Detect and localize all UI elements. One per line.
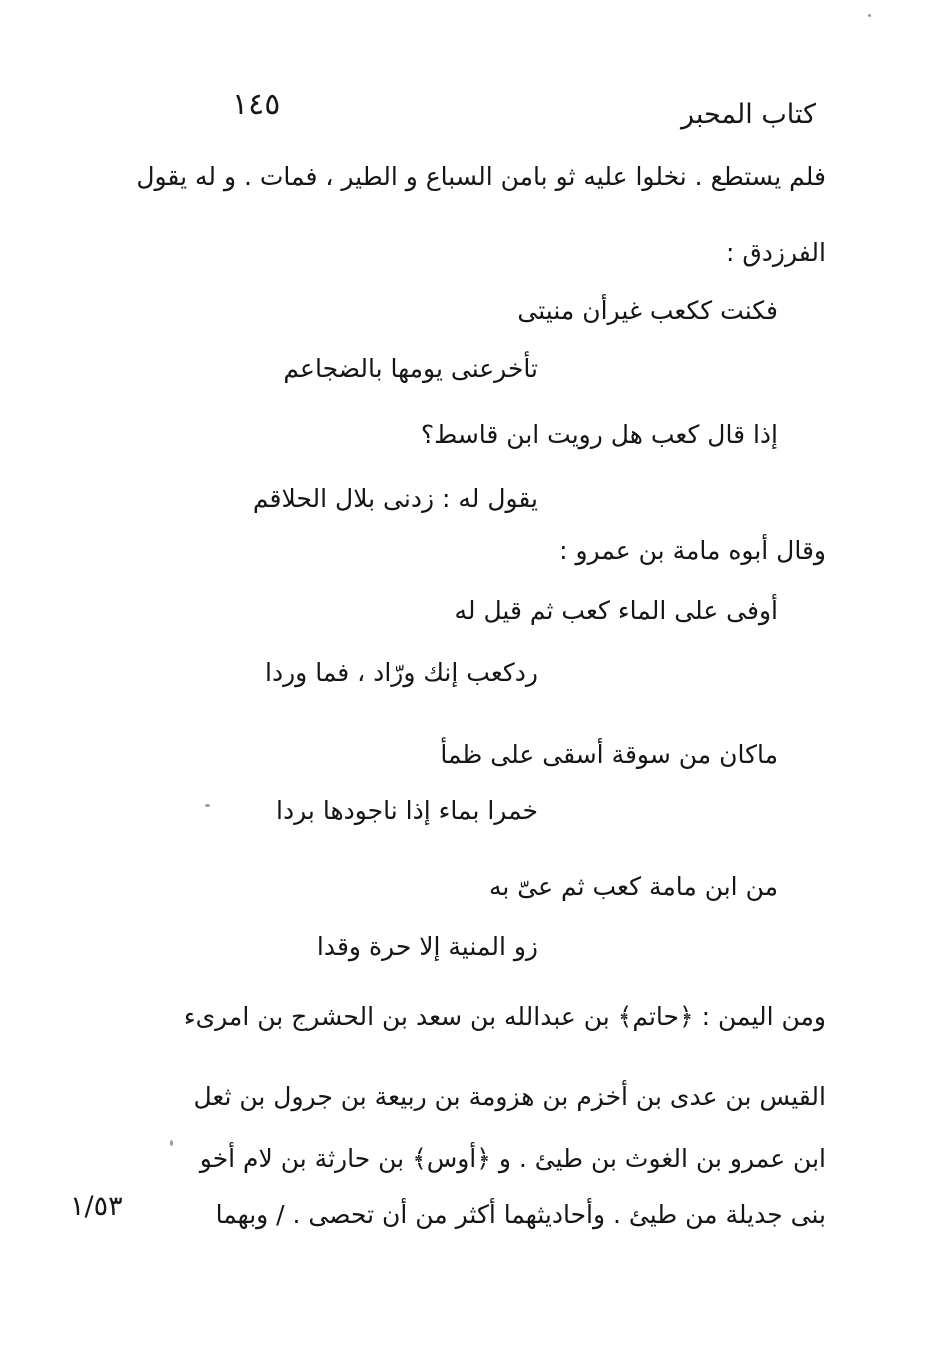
ink-speck — [170, 1140, 173, 1146]
text-line: ابن عمرو بن الغوث بن طيئ . و ﴿أوس﴾ بن حارثة بن لام أخو — [199, 1144, 826, 1173]
text-line: بنى جديلة من طيئ . وأحاديثهما أكثر من أن تحصى . / وبهما — [215, 1200, 826, 1229]
verse-hemistich-second: خمرا بماء إذا ناجودها بردا — [276, 796, 538, 825]
text-line: ومن اليمن : ﴿حاتم﴾ بن عبدالله بن سعد بن الحشرج بن امرىء — [183, 1002, 826, 1031]
ink-speck — [868, 14, 871, 17]
book-title: كتاب المحبر — [680, 99, 816, 130]
verse-hemistich-second: ردكعب إنك ورّاد ، فما وردا — [265, 658, 538, 687]
verse-hemistich-first: إذا قال كعب هل رويت ابن قاسط؟ — [420, 420, 778, 449]
verse-hemistich-second: يقول له : زدنى بلال الحلاقم — [252, 484, 538, 513]
margin-note: ١/٥٣ — [70, 1191, 123, 1222]
text-line: وقال أبوه مامة بن عمرو : — [559, 536, 826, 565]
text-line: فلم يستطع . نخلوا عليه ثو بامن السباع و الطير ، فمات . و له يقول — [136, 162, 826, 191]
verse-hemistich-first: ماكان من سوقة أسقى على ظمأ — [440, 740, 778, 769]
verse-hemistich-second: زو المنية إلا حرة وقدا — [316, 932, 538, 961]
page-number: ١٤٥ — [232, 87, 281, 122]
verse-hemistich-first: أوفى على الماء كعب ثم قيل له — [454, 596, 778, 625]
verse-hemistich-second: تأخرعنى يومها بالضجاعم — [283, 354, 538, 383]
text-line: القيس بن عدى بن أخزم بن هزومة بن ربيعة بن جرول بن ثعل — [193, 1082, 826, 1111]
ink-speck — [205, 804, 210, 807]
verse-hemistich-first: من ابن مامة كعب ثم عىّ به — [488, 872, 778, 901]
verse-hemistich-first: فكنت ككعب غيرأن منيتى — [517, 296, 778, 325]
text-line: الفرزدق : — [726, 238, 826, 267]
